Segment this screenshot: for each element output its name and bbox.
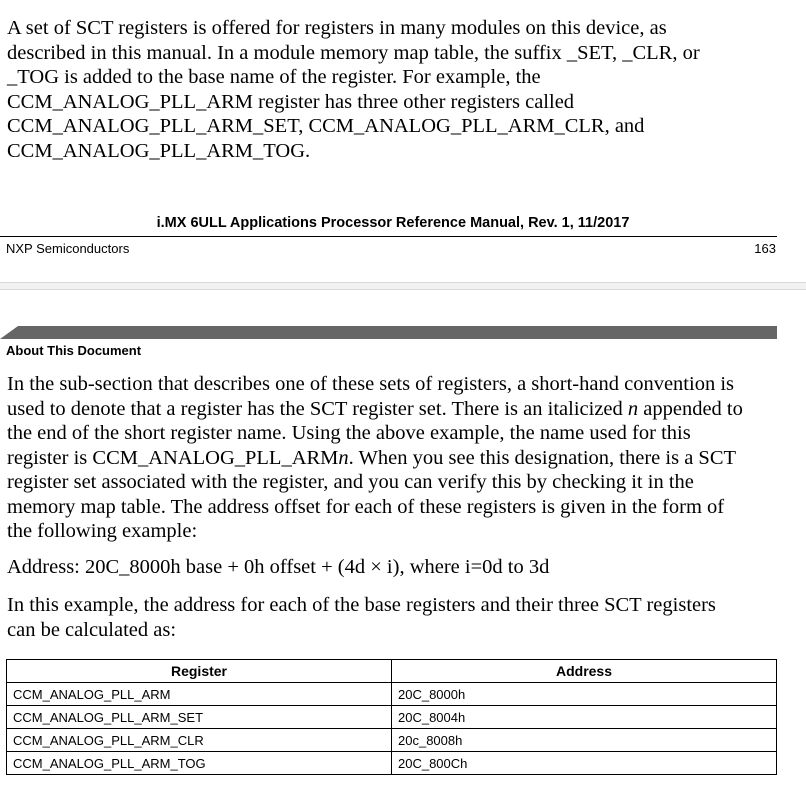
address-cell: 20c_8008h (392, 729, 777, 752)
convention-paragraph (7, 372, 797, 544)
text-line: _TOG is added to the base name of the register. For example, the (7, 66, 541, 88)
footer-page-number: 163 (754, 241, 776, 256)
text-line: A set of SCT registers is offered for registers in many modules on this device, as (7, 17, 667, 39)
text-line (7, 446, 797, 471)
italic-n: n (338, 446, 349, 469)
register-cell: CCM_ANALOG_PLL_ARM (7, 683, 392, 706)
table-row (7, 683, 777, 706)
text-line: the following example: (7, 520, 198, 542)
text-fragment: used to denote that a register has the SCT register set. There is an italicized (7, 397, 628, 420)
register-cell: CCM_ANALOG_PLL_ARM_SET (7, 706, 392, 729)
section-header: About This Document (6, 343, 142, 358)
address-cell: 20C_800Ch (392, 752, 777, 775)
column-header-register: Register (7, 660, 392, 683)
text-line: can be calculated as: (7, 618, 177, 641)
section-header-bar (0, 326, 777, 339)
footer-divider (0, 236, 777, 237)
footer-company: NXP Semiconductors (6, 241, 130, 256)
register-address-table (6, 659, 777, 775)
text-line (7, 397, 797, 422)
calculation-paragraph (7, 593, 797, 642)
header-bar-shape (0, 326, 777, 339)
text-line: In this example, the address for each of the base registers and their three SCT registers (7, 594, 716, 616)
text-line: described in this manual. In a module memory map table, the suffix _SET, _CLR, or (7, 41, 700, 64)
table-row (7, 706, 777, 729)
table-row (7, 752, 777, 775)
text-line: the end of the short register name. Using the above example, the name used for this (7, 422, 691, 444)
text-line: In the sub-section that describes one of these sets of registers, a short-hand convention is (7, 373, 734, 395)
table-header-row (7, 660, 777, 683)
column-header-address: Address (392, 660, 777, 683)
text-line: CCM_ANALOG_PLL_ARM register has three other registers called (7, 90, 575, 113)
text-fragment: . When you see this designation, there is a SCT (348, 446, 737, 469)
address-formula: Address: 20C_8000h base + 0h offset + (4d × i), where i=0d to 3d (7, 556, 550, 578)
register-cell: CCM_ANALOG_PLL_ARM_CLR (7, 729, 392, 752)
intro-paragraph (7, 16, 797, 163)
page-break-separator (0, 282, 806, 290)
address-cell: 20C_8000h (392, 683, 777, 706)
text-fragment: appended to (638, 397, 743, 420)
register-cell: CCM_ANALOG_PLL_ARM_TOG (7, 752, 392, 775)
footer-manual-title: i.MX 6ULL Applications Processor Reference Manual, Rev. 1, 11/2017 (156, 215, 630, 231)
text-line: register set associated with the register, and you can verify this by checking it in the (7, 471, 694, 493)
text-line: CCM_ANALOG_PLL_ARM_TOG. (7, 139, 311, 162)
table-row (7, 729, 777, 752)
text-line: memory map table. The address offset for each of these registers is given in the form of (7, 495, 725, 518)
text-line: CCM_ANALOG_PLL_ARM_SET, CCM_ANALOG_PLL_ARM_CLR, and (7, 115, 645, 137)
address-cell: 20C_8004h (392, 706, 777, 729)
italic-n: n (627, 397, 639, 420)
text-fragment: register is CCM_ANALOG_PLL_ARM (7, 446, 339, 469)
